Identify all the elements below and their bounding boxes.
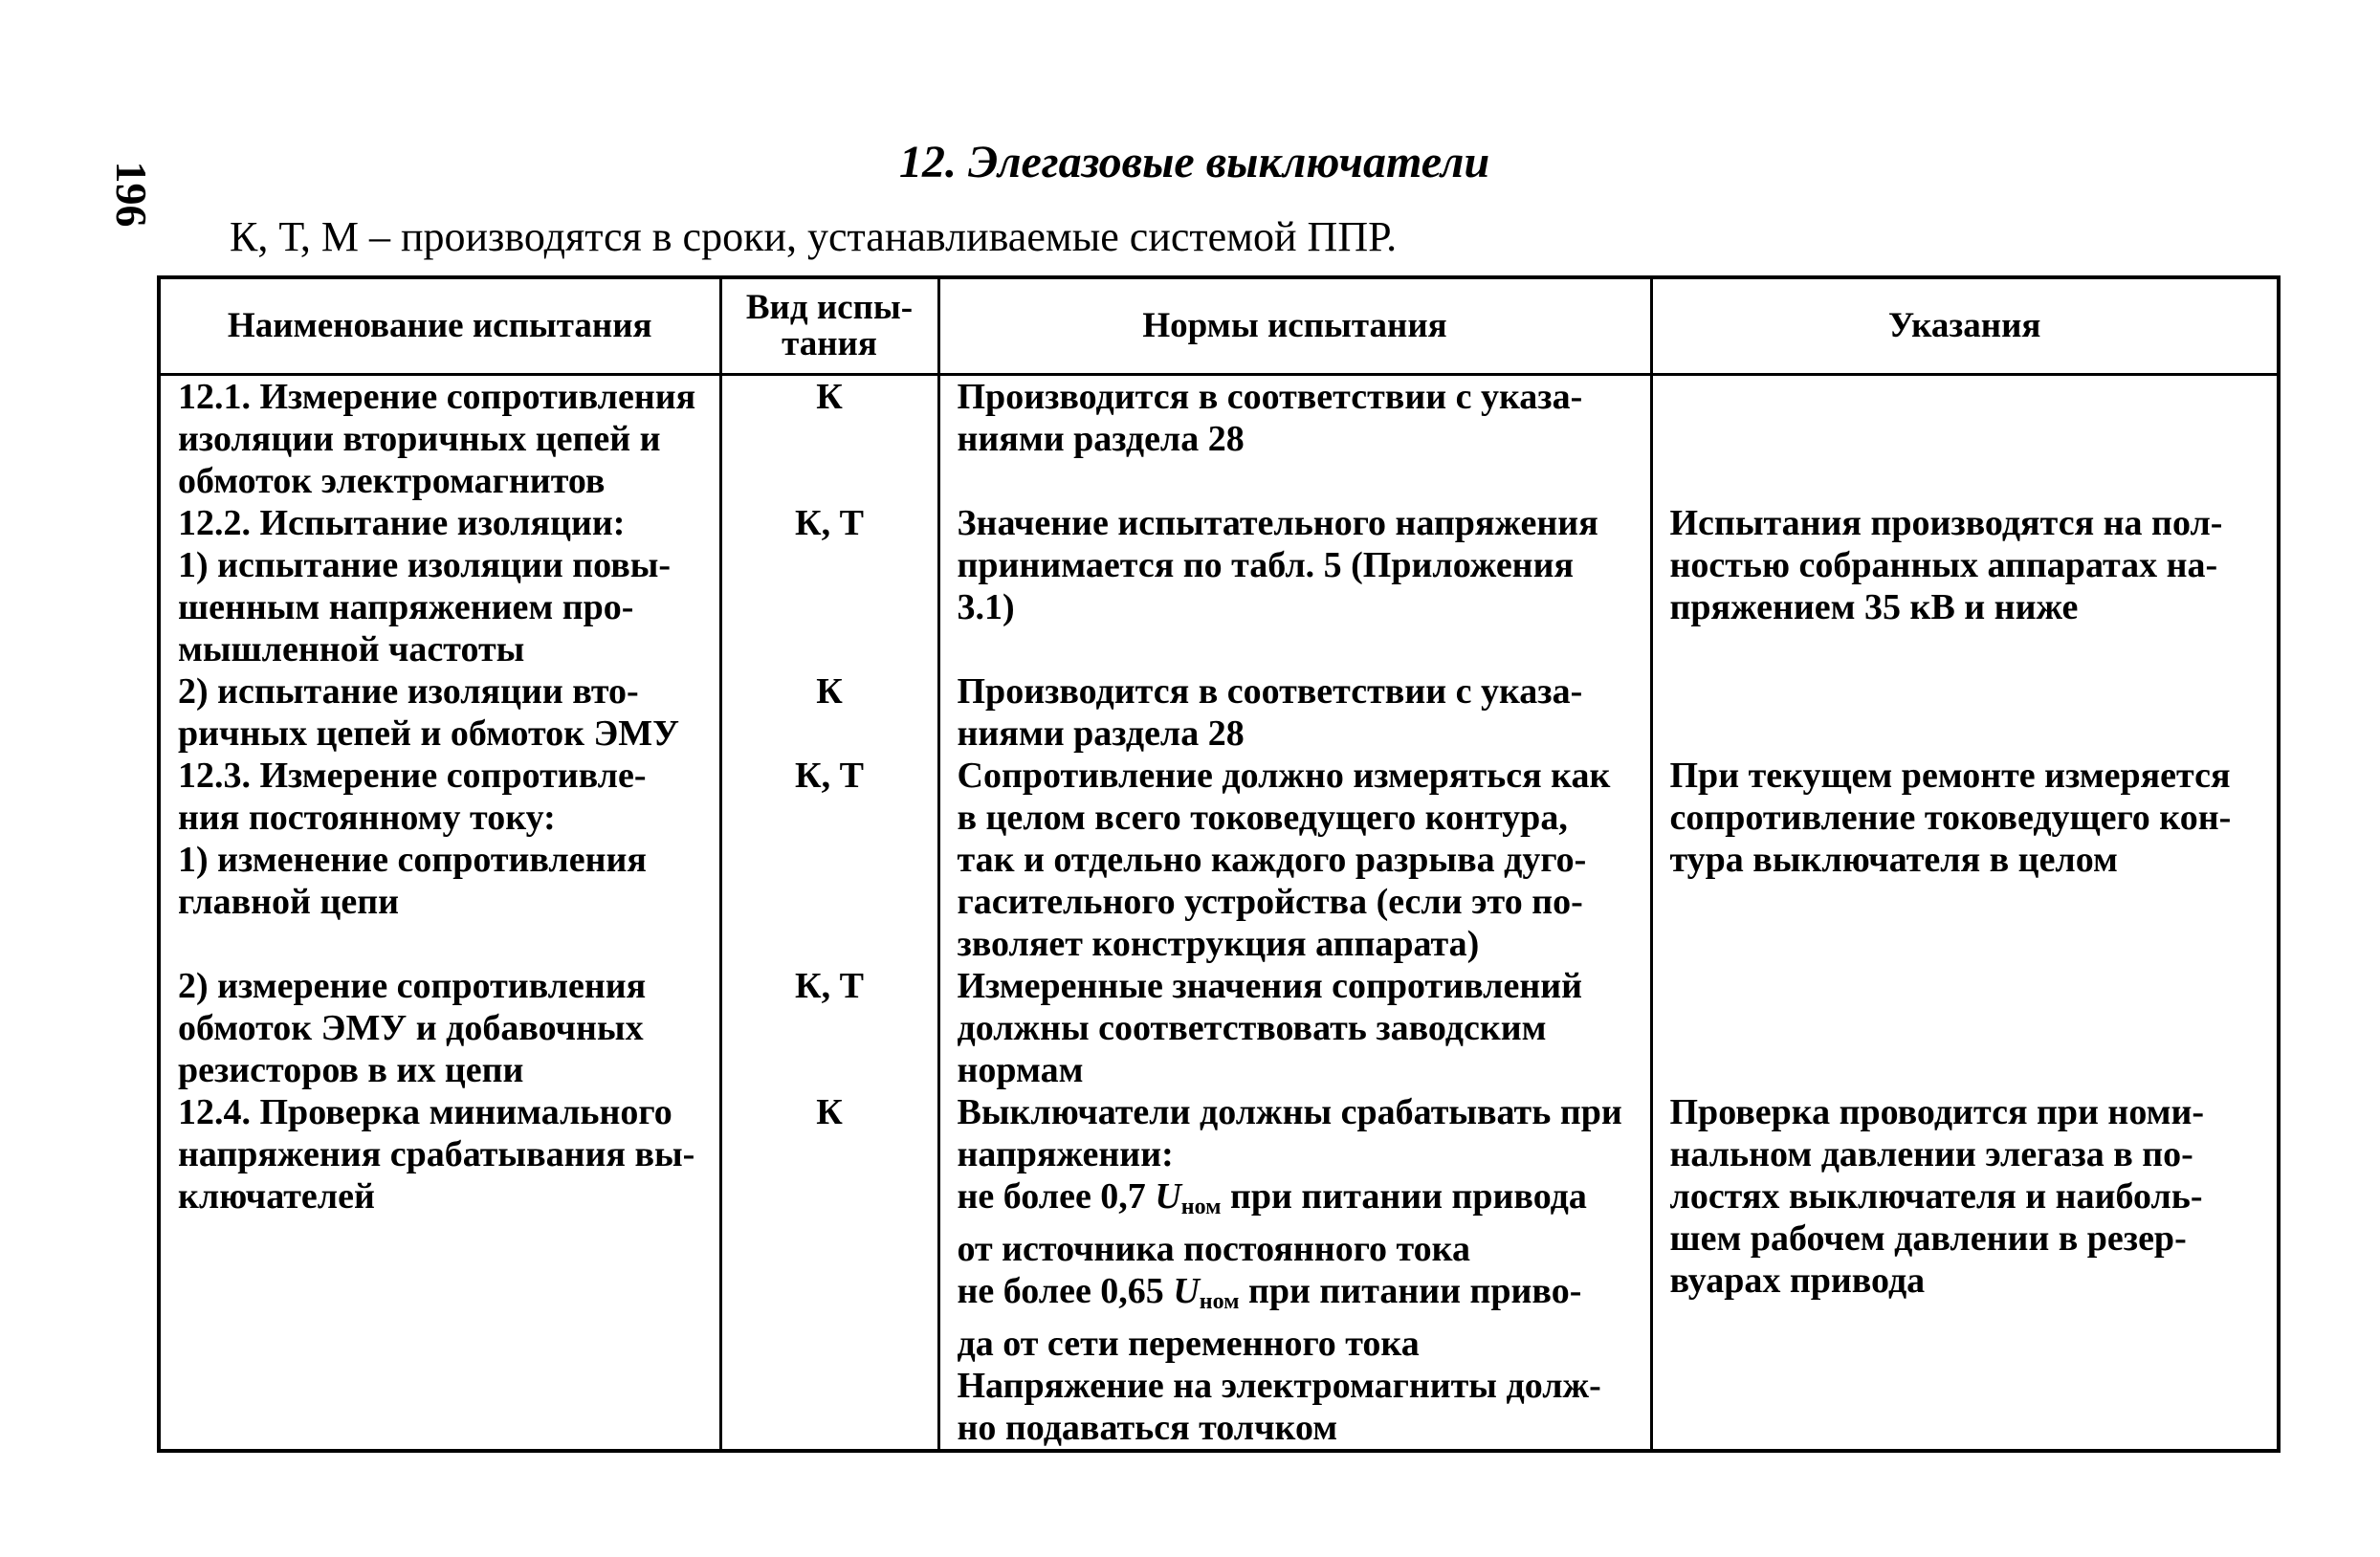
norms-line: Производится в соответствии с указа- [957,377,1583,417]
test-name-cell [159,965,720,1091]
test-name-line: обмоток ЭМУ и добавочных [178,1008,644,1048]
notes-cell [1651,965,2279,1091]
norms-line: 3.1) [957,587,1015,627]
norms-line: нормам [957,1050,1084,1090]
norms-line: от источника постоянного тока [957,1229,1470,1269]
test-name-line: 2) испытание изоляции вто- [178,671,639,712]
test-name-line: 1) испытание изоляции повы- [178,545,672,585]
section-title: 12. Элегазовые выключатели [899,137,1490,187]
test-norms-cell [938,1091,1651,1451]
notes-cell [1651,375,2279,503]
u-nominal-subscript: ном [1180,1195,1222,1219]
header-kind-line: Вид испы- [745,288,914,327]
notes-cell [1651,670,2279,755]
table-header-row [159,277,2279,375]
page-number: 196 [107,161,156,228]
test-name-cell [159,1091,720,1451]
tests-table [157,275,2281,1453]
header-test-norms: Нормы испытания [938,277,1651,375]
notes-line: При текущем ремонте измеряется [1669,756,2231,796]
norms-line: Напряжение на электромагниты долж- [957,1366,1601,1406]
table-row [159,502,2279,670]
test-name-line: главной цепи [178,882,400,922]
test-kind-cell: К, Т [720,965,938,1091]
norms-line: ниями раздела 28 [957,419,1245,459]
test-name-line: ричных цепей и обмоток ЭМУ [178,713,680,754]
test-name-cell [159,375,720,503]
test-norms-cell [938,670,1651,755]
test-name-line: 12.3. Измерение сопротивле- [178,756,647,796]
table-row [159,1091,2279,1451]
notes-cell [1651,755,2279,965]
table-row [159,755,2279,965]
norms-line: принимается по табл. 5 (Приложения [957,545,1575,585]
u-nominal-subscript: ном [1199,1289,1240,1314]
norms-line [958,1175,1633,1228]
norms-line: Значение испытательного напряжения [957,503,1598,543]
notes-line: Проверка проводится при номи- [1669,1092,2205,1132]
test-name-line: 1) изменение сопротивления [178,840,647,880]
norms-line: так и отдельно каждого разрыва дуго- [957,840,1587,880]
test-kind-cell: К [720,1091,938,1451]
test-name-line: мышленной частоты [178,629,525,669]
notes-line: вуарах привода [1669,1261,1926,1301]
test-kind-cell: К [720,670,938,755]
notes-line: пряжением 35 кВ и ниже [1669,587,2079,627]
notes-line: ностью собранных аппаратах на- [1669,545,2218,585]
test-name-cell [159,755,720,965]
norms-line: но подаваться толчком [957,1408,1338,1448]
test-kind-cell: К, Т [720,755,938,965]
test-name-cell [159,502,720,670]
notes-line: лостях выключателя и наиболь- [1669,1176,2203,1217]
header-test-name: Наименование испытания [159,277,720,375]
test-norms-cell [938,965,1651,1091]
test-name-line: 12.1. Измерение сопротивления [178,377,696,417]
norms-text: не более 0,7 [957,1176,1156,1217]
notes-line: тура выключателя в целом [1669,840,2118,880]
notes-line: шем рабочем давлении в резер- [1669,1218,2187,1259]
norms-line: зволяет конструкция аппарата) [957,924,1480,964]
norms-line: напряжении: [957,1134,1174,1174]
section-subtitle: К, Т, М – производятся в сроки, устанавливаемые системой ППР. [230,213,1398,260]
norms-line: в целом всего токоведущего контура, [957,798,1568,838]
header-test-kind [720,277,938,375]
test-kind-cell: К [720,375,938,503]
test-name-line: резисторов в их цепи [178,1050,524,1090]
header-notes: Указания [1651,277,2279,375]
norms-text: при питании привода [1221,1176,1587,1217]
test-kind-cell: К, Т [720,502,938,670]
notes-cell [1651,1091,2279,1451]
test-name-cell [159,670,720,755]
test-name-line: шенным напряжением про- [178,587,634,627]
test-name-line: 12.4. Проверка минимального [178,1092,672,1132]
test-name-line: 12.2. Испытание изоляции: [178,503,626,543]
table-row [159,375,2279,503]
norms-line: Производится в соответствии с указа- [957,671,1583,712]
test-name-line: ния постоянному току: [178,798,556,838]
header-kind-line: тания [782,324,877,363]
notes-line: Испытания производятся на пол- [1669,503,2223,543]
notes-line: нальном давлении элегаза в по- [1669,1134,2193,1174]
test-name-line: обмоток электромагнитов [178,461,606,501]
test-norms-cell [938,755,1651,965]
test-name-line: напряжения срабатывания вы- [178,1134,695,1174]
test-name-line: ключателей [178,1176,375,1217]
norms-line [958,1270,1633,1323]
norms-text: не более 0,65 [957,1271,1174,1311]
norms-line: да от сети переменного тока [957,1324,1420,1364]
test-norms-cell [938,375,1651,503]
norms-line: Измеренные значения сопротивлений [957,966,1582,1006]
norms-line: Выключатели должны срабатывать при [957,1092,1622,1132]
table-row [159,965,2279,1091]
norms-line: ниями раздела 28 [957,713,1245,754]
u-nominal-symbol: U [1173,1271,1200,1311]
notes-line: сопротивление токоведущего кон- [1669,798,2232,838]
test-name-line: 2) измерение сопротивления [178,966,647,1006]
norms-line: гасительного устройства (если это по- [957,882,1583,922]
u-nominal-symbol: U [1155,1176,1181,1217]
norms-text: при питании приво- [1239,1271,1582,1311]
norms-line: должны соответствовать заводским [957,1008,1547,1048]
notes-cell [1651,502,2279,670]
table-row [159,670,2279,755]
norms-line: Сопротивление должно измеряться как [957,756,1611,796]
test-name-line: изоляции вторичных цепей и [178,419,661,459]
test-norms-cell [938,502,1651,670]
